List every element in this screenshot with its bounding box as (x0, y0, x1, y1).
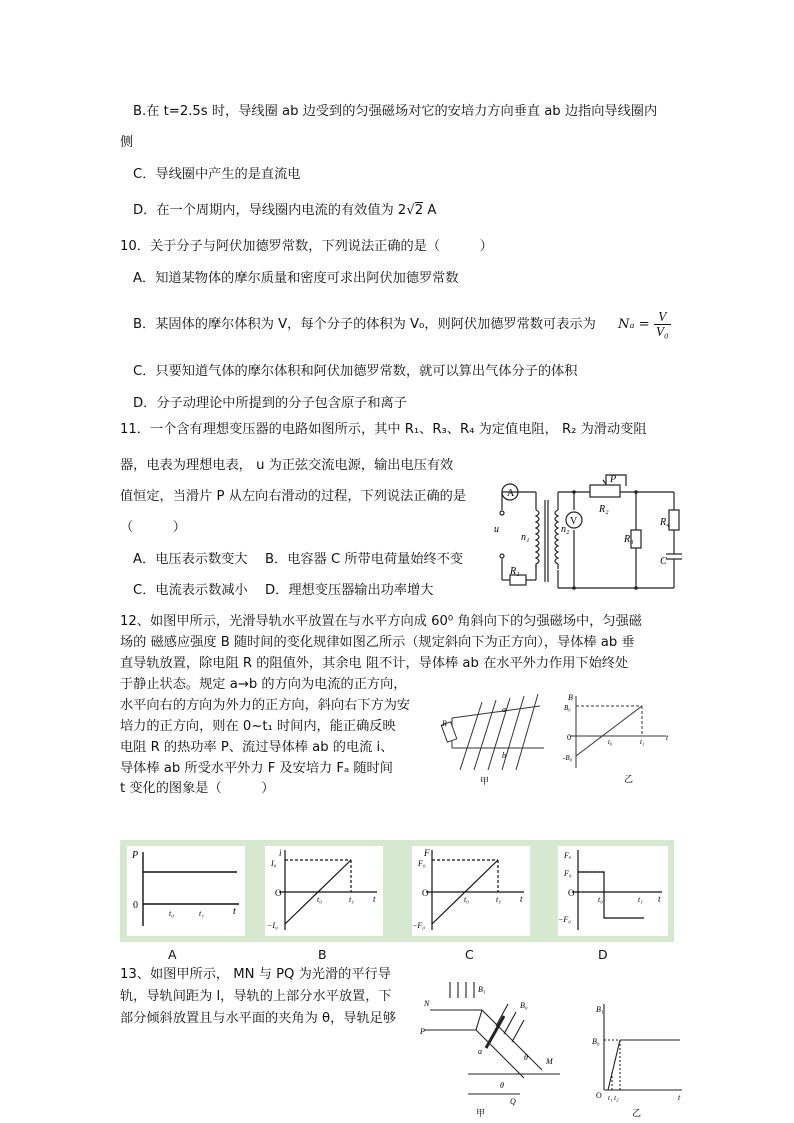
graph-option-b (265, 846, 383, 936)
svg-text:t₁: t₁ (640, 738, 645, 746)
svg-text:t₀: t₀ (608, 738, 613, 746)
q13-line2: 轨，导轨间距为 l，导轨的上部分水平放置，下 (120, 989, 392, 1004)
q13-figure-yi-caption: 乙 (632, 1108, 642, 1118)
svg-text:−I₀: −I₀ (267, 921, 278, 930)
svg-text:t: t (678, 1093, 681, 1102)
svg-text:-B₀: -B₀ (563, 754, 573, 762)
svg-text:0: 0 (133, 900, 138, 911)
svg-text:O: O (568, 888, 575, 898)
svg-text:t₀: t₀ (464, 895, 470, 904)
voltmeter-label: V (570, 516, 578, 527)
svg-text:t₀: t₀ (169, 909, 175, 918)
q10-formula: Nₐ = $\frac{V}{\text{V₀}}$ (618, 308, 669, 339)
q13-line3: 部分倾斜放置且与水平面的夹角为 θ，导轨足够 (120, 1011, 397, 1026)
q10-stem: 10．关于分子与阿伏加德罗常数，下列说法正确的是（ ） (120, 239, 493, 254)
svg-text:t₁: t₁ (638, 895, 644, 904)
svg-text:−F₀: −F₀ (558, 915, 572, 924)
svg-text:O: O (275, 888, 282, 898)
svg-text:B₀: B₀ (592, 1037, 600, 1046)
q12-line3: 直导轨放置，除电阻 R 的阻值外，其余电 阻不计，导体棒 ab 在水平外力作用下始终处 (120, 656, 629, 671)
q10-option-b: B．某固体的摩尔体积为 V，每个分子的体积为 V₀，则阿伏加德罗常数可表示为 (133, 317, 596, 332)
svg-text:P: P (610, 474, 617, 485)
option-label-b: B (318, 947, 327, 962)
svg-text:n₂: n₂ (561, 524, 570, 535)
q9-option-b-line2: 侧 (120, 135, 134, 150)
svg-text:t: t (373, 894, 376, 904)
svg-text:F₀: F₀ (564, 869, 572, 878)
svg-text:Fₐ: Fₐ (564, 851, 572, 860)
svg-text:t: t (658, 894, 661, 904)
q10-option-c: C．只要知道气体的摩尔体积和阿伏加德罗常数，就可以算出气体分子的体积 (133, 364, 578, 379)
source-label: u (494, 524, 499, 535)
svg-text:R₂: R₂ (599, 504, 609, 515)
figure-jia-caption: 甲 (480, 776, 490, 786)
svg-text:R₄: R₄ (660, 517, 670, 528)
q12-line1: 12、如图甲所示，光滑导轨水平放置在与水平方向成 60⁰ 角斜向下的匀强磁场中，匀强磁 (120, 614, 642, 629)
svg-text:B: B (568, 693, 573, 702)
svg-text:F₀: F₀ (418, 859, 426, 868)
graph-option-a (127, 846, 245, 936)
svg-text:P: P (132, 850, 139, 861)
svg-text:n₁: n₁ (521, 532, 530, 543)
q11-option-a: A．电压表示数变大 (133, 552, 248, 567)
svg-text:O: O (422, 888, 429, 898)
q13-figure-yi (590, 1000, 686, 1118)
q11-option-c: C．电流表示数减小 (133, 583, 248, 598)
svg-text:B₁: B₁ (596, 1005, 604, 1014)
svg-text:t: t (520, 894, 523, 904)
option-label-d: D (598, 947, 608, 962)
q13-figure-jia-caption: 甲 (476, 1108, 486, 1118)
q11-line2: 器，电表为理想电表， u 为正弦交流电源，输出电压有效 (120, 458, 454, 473)
svg-text:N: N (424, 999, 430, 1008)
q11-option-d: D．理想变压器输出功率增大 (265, 583, 434, 598)
q10-option-d: D．分子动理论中所提到的分子包含原子和离子 (133, 396, 407, 411)
q9-option-c: C．导线圈中产生的是直流电 (133, 167, 301, 182)
option-label-a: A (168, 947, 177, 962)
figure-yi-caption: 乙 (624, 774, 634, 784)
svg-text:B₀: B₀ (520, 1001, 528, 1010)
svg-text:t: t (233, 906, 236, 917)
svg-text:t₁: t₁ (349, 895, 355, 904)
q12-line9: t 变化的图象是（ ） (120, 781, 275, 796)
q13-figure-jia (420, 978, 570, 1118)
svg-text:P: P (420, 1027, 425, 1036)
svg-text:C: C (660, 556, 667, 567)
q9-option-b-line1: B.在 t=2.5s 时，导线圈 ab 边受到的匀强磁场对它的安培力方向垂直 ab 边指向导线圈内 (133, 104, 658, 119)
svg-text:t: t (666, 733, 669, 742)
svg-text:R: R (442, 719, 447, 728)
svg-text:t₁ t₂: t₁ t₂ (608, 1094, 619, 1102)
q11-option-b: B．电容器 C 所带电荷量始终不变 (265, 552, 464, 567)
option-label-c: C (465, 947, 474, 962)
q12-line4: 于静止状态。规定 a→b 的方向为电流的正方向， (120, 677, 407, 692)
graph-option-c (412, 846, 530, 936)
svg-text:t₁: t₁ (199, 909, 205, 918)
svg-text:O: O (596, 1091, 602, 1100)
q10-option-a: A．知道某物体的摩尔质量和密度可求出阿伏加德罗常数 (133, 271, 459, 286)
svg-text:R₃: R₃ (624, 534, 634, 545)
svg-text:i: i (279, 848, 282, 858)
q9-option-d: D．在一个周期内，导线圈内电流的有效值为 2√2 A (133, 203, 437, 218)
svg-text:M: M (546, 1057, 553, 1066)
ammeter-label: A (507, 488, 515, 499)
q12-line6: 培力的正方向，则在 0~t₁ 时间内，能正确反映 (120, 719, 396, 734)
svg-text:I₀: I₀ (271, 859, 277, 868)
q12-line2: 场的 磁感应强度 B 随时间的变化规律如图乙所示（规定斜向下为正方向），导体棒 ab 垂 (120, 635, 635, 650)
svg-text:B₀: B₀ (564, 704, 571, 712)
q12-line7: 电阻 R 的热功率 P、流过导体棒 ab 的电流 i、 (120, 740, 394, 755)
svg-text:Q: Q (510, 1097, 516, 1106)
svg-text:R₁: R₁ (510, 566, 520, 577)
q12-figure-jia (440, 688, 548, 788)
q12-line8: 导体棒 ab 所受水平外力 F 及安培力 Fₐ 随时间 (120, 761, 393, 776)
q12-line5: 水平向右的方向为外力的正方向，斜向右下方为安 (120, 698, 411, 713)
svg-text:−F₀: −F₀ (412, 921, 426, 930)
svg-text:0: 0 (567, 733, 571, 742)
svg-text:θ: θ (500, 1081, 504, 1090)
q11-line4: （ ） (120, 520, 186, 535)
q13-line1: 13、如图甲所示， MN 与 PQ 为光滑的平行导 (120, 967, 391, 982)
q12-figure-yi (562, 692, 672, 784)
q11-line1: 11．一个含有理想变压器的电路如图所示，其中 R₁、R₃、R₄ 为定值电阻， R₂ 为滑动变阻 (120, 422, 647, 437)
svg-text:a: a (478, 1047, 482, 1056)
svg-text:t₁: t₁ (496, 895, 502, 904)
svg-text:F: F (424, 848, 430, 858)
q11-circuit-diagram (488, 470, 684, 598)
svg-text:t₀: t₀ (317, 895, 323, 904)
sqrt-symbol: √ (406, 203, 415, 218)
svg-text:B₁: B₁ (478, 985, 486, 994)
svg-text:θ: θ (524, 1053, 528, 1062)
svg-text:a: a (502, 705, 506, 714)
q11-line3: 值恒定，当滑片 P 从左向右滑动的过程，下列说法正确的是 (120, 489, 467, 504)
graph-option-d (558, 846, 668, 936)
svg-text:t₀: t₀ (598, 895, 604, 904)
svg-text:b: b (502, 751, 506, 760)
